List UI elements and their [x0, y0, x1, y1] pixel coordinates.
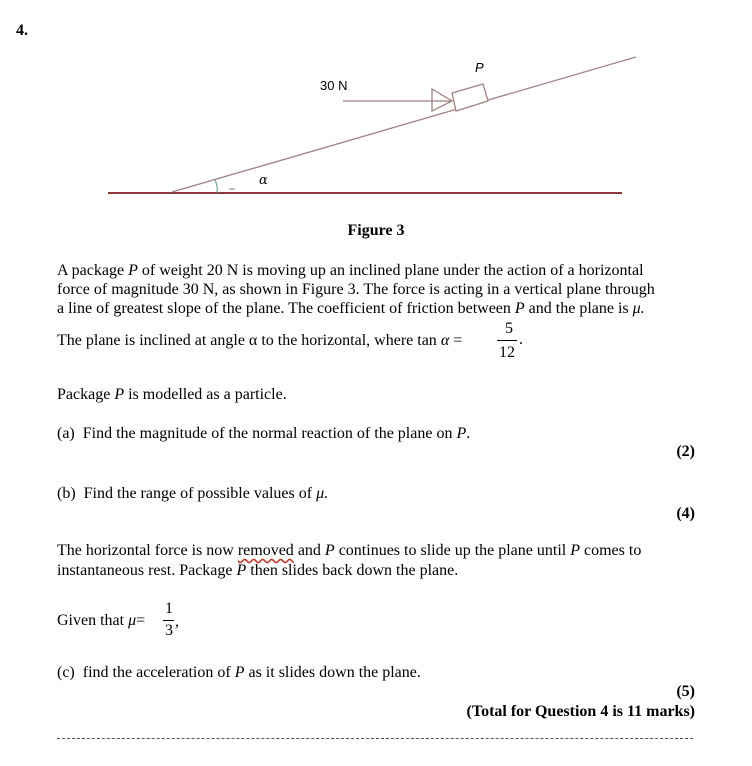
- text: P: [234, 664, 245, 681]
- removed-line-2: [57, 561, 458, 580]
- text: P: [236, 562, 247, 579]
- part-a-marks: (2): [676, 443, 695, 460]
- text: Find the range of possible values of: [83, 485, 317, 502]
- bottom-divider: [57, 738, 693, 739]
- text: μ.: [632, 300, 645, 317]
- given-line: [57, 611, 145, 630]
- text: find the acceleration of: [82, 664, 235, 681]
- tan-end: .: [519, 331, 523, 348]
- text: =: [449, 332, 463, 349]
- model-line: [57, 385, 287, 404]
- text: is modelled as a particle.: [124, 386, 287, 403]
- text: P: [114, 386, 125, 403]
- text: P: [324, 542, 335, 559]
- part-b-marks: (4): [676, 505, 695, 522]
- part-a: [57, 424, 470, 443]
- part-label: (a): [57, 425, 75, 442]
- text: comes to: [580, 542, 642, 559]
- spellcheck-word: removed: [237, 542, 294, 559]
- text: and: [293, 542, 325, 559]
- text: of weight 20 N is moving up an inclined plane under the action of a horizontal: [137, 262, 644, 279]
- force-arrow-head: [432, 89, 452, 111]
- text: The plane is inclined at angle α to the horizontal, where tan: [57, 332, 441, 349]
- intro-line-4: [57, 331, 462, 350]
- text: μ.: [316, 485, 329, 502]
- text: P: [514, 300, 525, 317]
- text: continues to slide up the plane until: [334, 542, 571, 559]
- part-c: [57, 663, 421, 682]
- intro-line-3: [57, 299, 645, 318]
- text: instantaneous rest. Package: [57, 562, 237, 579]
- text: =: [136, 612, 146, 629]
- tan-numerator: 5: [505, 320, 513, 337]
- text: and the plane is: [524, 300, 633, 317]
- text: A package: [57, 262, 129, 279]
- part-b: [57, 484, 328, 503]
- question-number: 4.: [16, 22, 28, 39]
- force-label: 30 N: [320, 78, 348, 93]
- angle-arc: [215, 180, 217, 193]
- package-box: [452, 84, 488, 111]
- tan-denominator: 12: [499, 344, 515, 361]
- text: P: [570, 542, 580, 559]
- text: μ: [128, 612, 137, 629]
- text: The horizontal force is now: [57, 542, 238, 559]
- figure-caption: Figure 3: [347, 222, 405, 239]
- inclined-plane-line: [172, 57, 636, 192]
- text: Given that: [57, 612, 129, 629]
- part-label: (c): [57, 664, 75, 681]
- text: Package: [57, 386, 115, 403]
- text: as it slides down the plane.: [244, 664, 421, 681]
- intro-line-1: [57, 261, 644, 280]
- text: a line of greatest slope of the plane. The coefficient of friction between: [57, 300, 515, 317]
- intro-line-2: force of magnitude 30 N, as shown in Figure 3. The force is acting in a vertical plane through: [57, 281, 655, 298]
- particle-label: P: [475, 60, 484, 75]
- given-suffix: ,: [175, 613, 179, 630]
- text: then slides back down the plane.: [246, 562, 459, 579]
- fraction-bar: [497, 340, 517, 341]
- part-c-marks: (5): [676, 683, 695, 700]
- text: P: [456, 425, 467, 442]
- removed-line-1: [57, 541, 641, 560]
- total-marks: (Total for Question 4 is 11 marks): [466, 703, 695, 720]
- mu-numerator: 1: [165, 600, 173, 617]
- fraction-bar: [163, 620, 174, 621]
- text: .: [466, 425, 471, 442]
- text: α: [440, 332, 450, 349]
- part-label: (b): [57, 485, 76, 502]
- angle-label: α: [259, 173, 268, 188]
- text: Find the magnitude of the normal reaction of the plane on: [82, 425, 457, 442]
- figure-3-diagram: [0, 0, 752, 210]
- mu-denominator: 3: [165, 622, 173, 639]
- text: P: [128, 262, 138, 279]
